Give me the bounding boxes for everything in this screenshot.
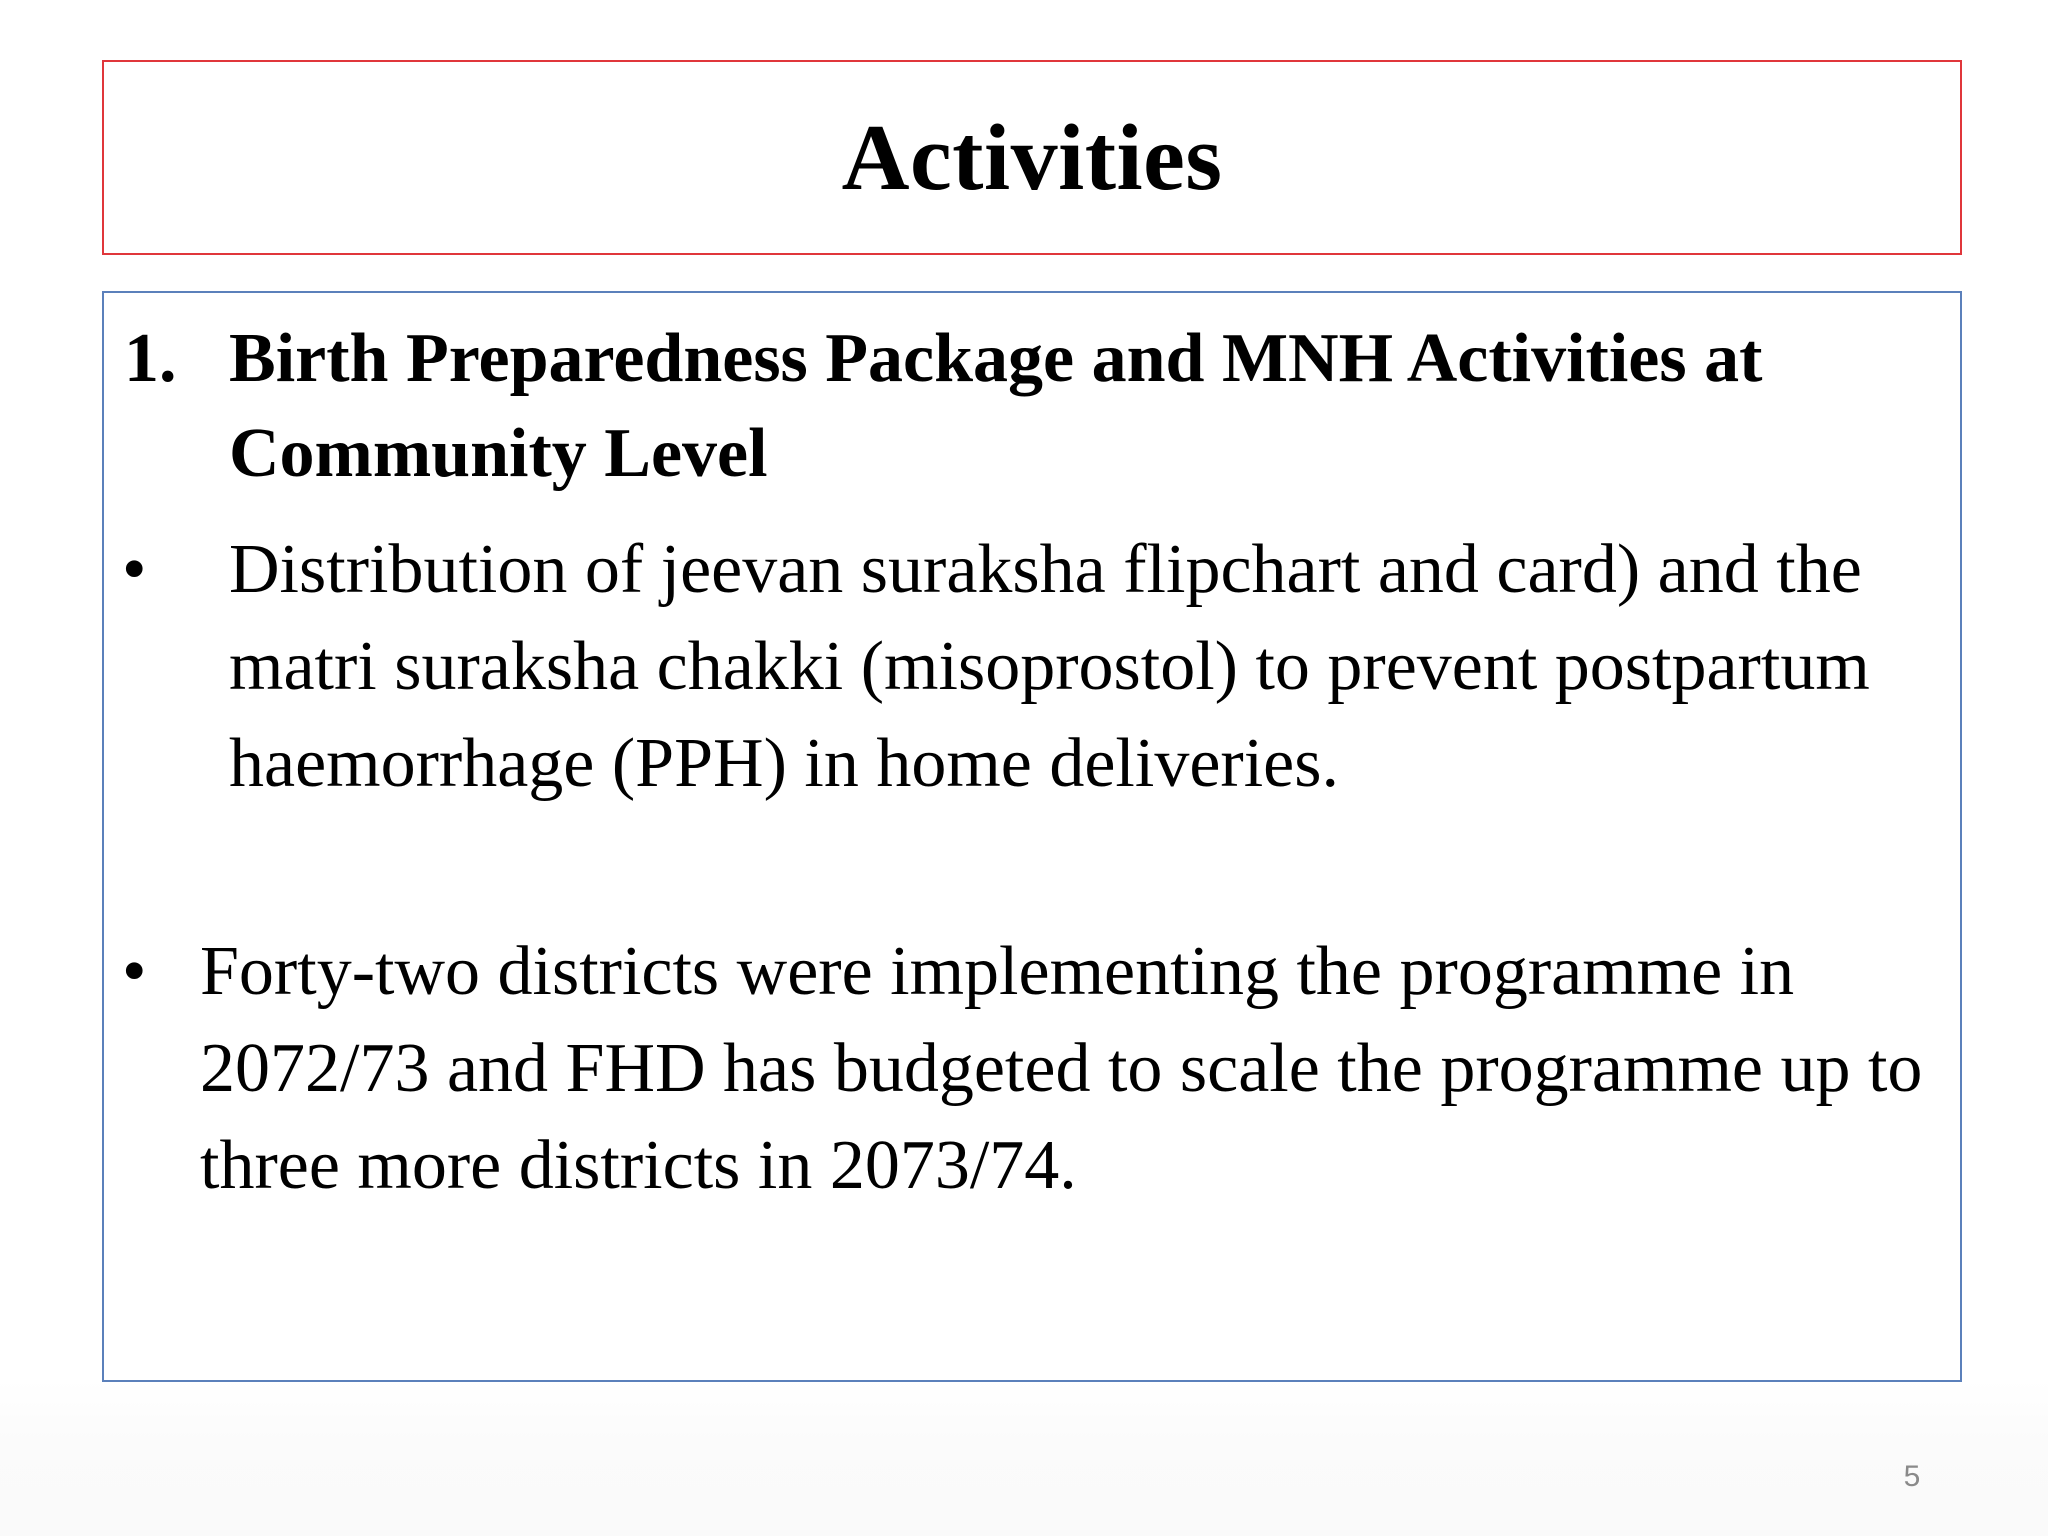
bullet-marker: • [122, 531, 147, 608]
section-heading [124, 311, 1944, 501]
slide-title: Activities [841, 105, 1223, 210]
page-number: 5 [1903, 1460, 1921, 1493]
bullet-item [122, 923, 1942, 1214]
bullet-marker: • [122, 933, 147, 1010]
bullet-item [122, 521, 1942, 812]
bullet-text: Distribution of jeevan suraksha flipchart and card) and the matri suraksha chakki (misoprostol) to prevent postpartum haemorrhage (PPH) in home deliveries. [229, 531, 1870, 802]
bullet-text: Forty-two districts were implementing the programme in 2072/73 and FHD has budgeted to scale the programme up to three more districts in 2073/74. [200, 933, 1923, 1204]
heading-text: Birth Preparedness Package and MNH Activities at Community Level [229, 320, 1763, 492]
heading-number: 1. [124, 320, 177, 397]
title-box [102, 60, 1962, 255]
content-box [102, 291, 1962, 1382]
